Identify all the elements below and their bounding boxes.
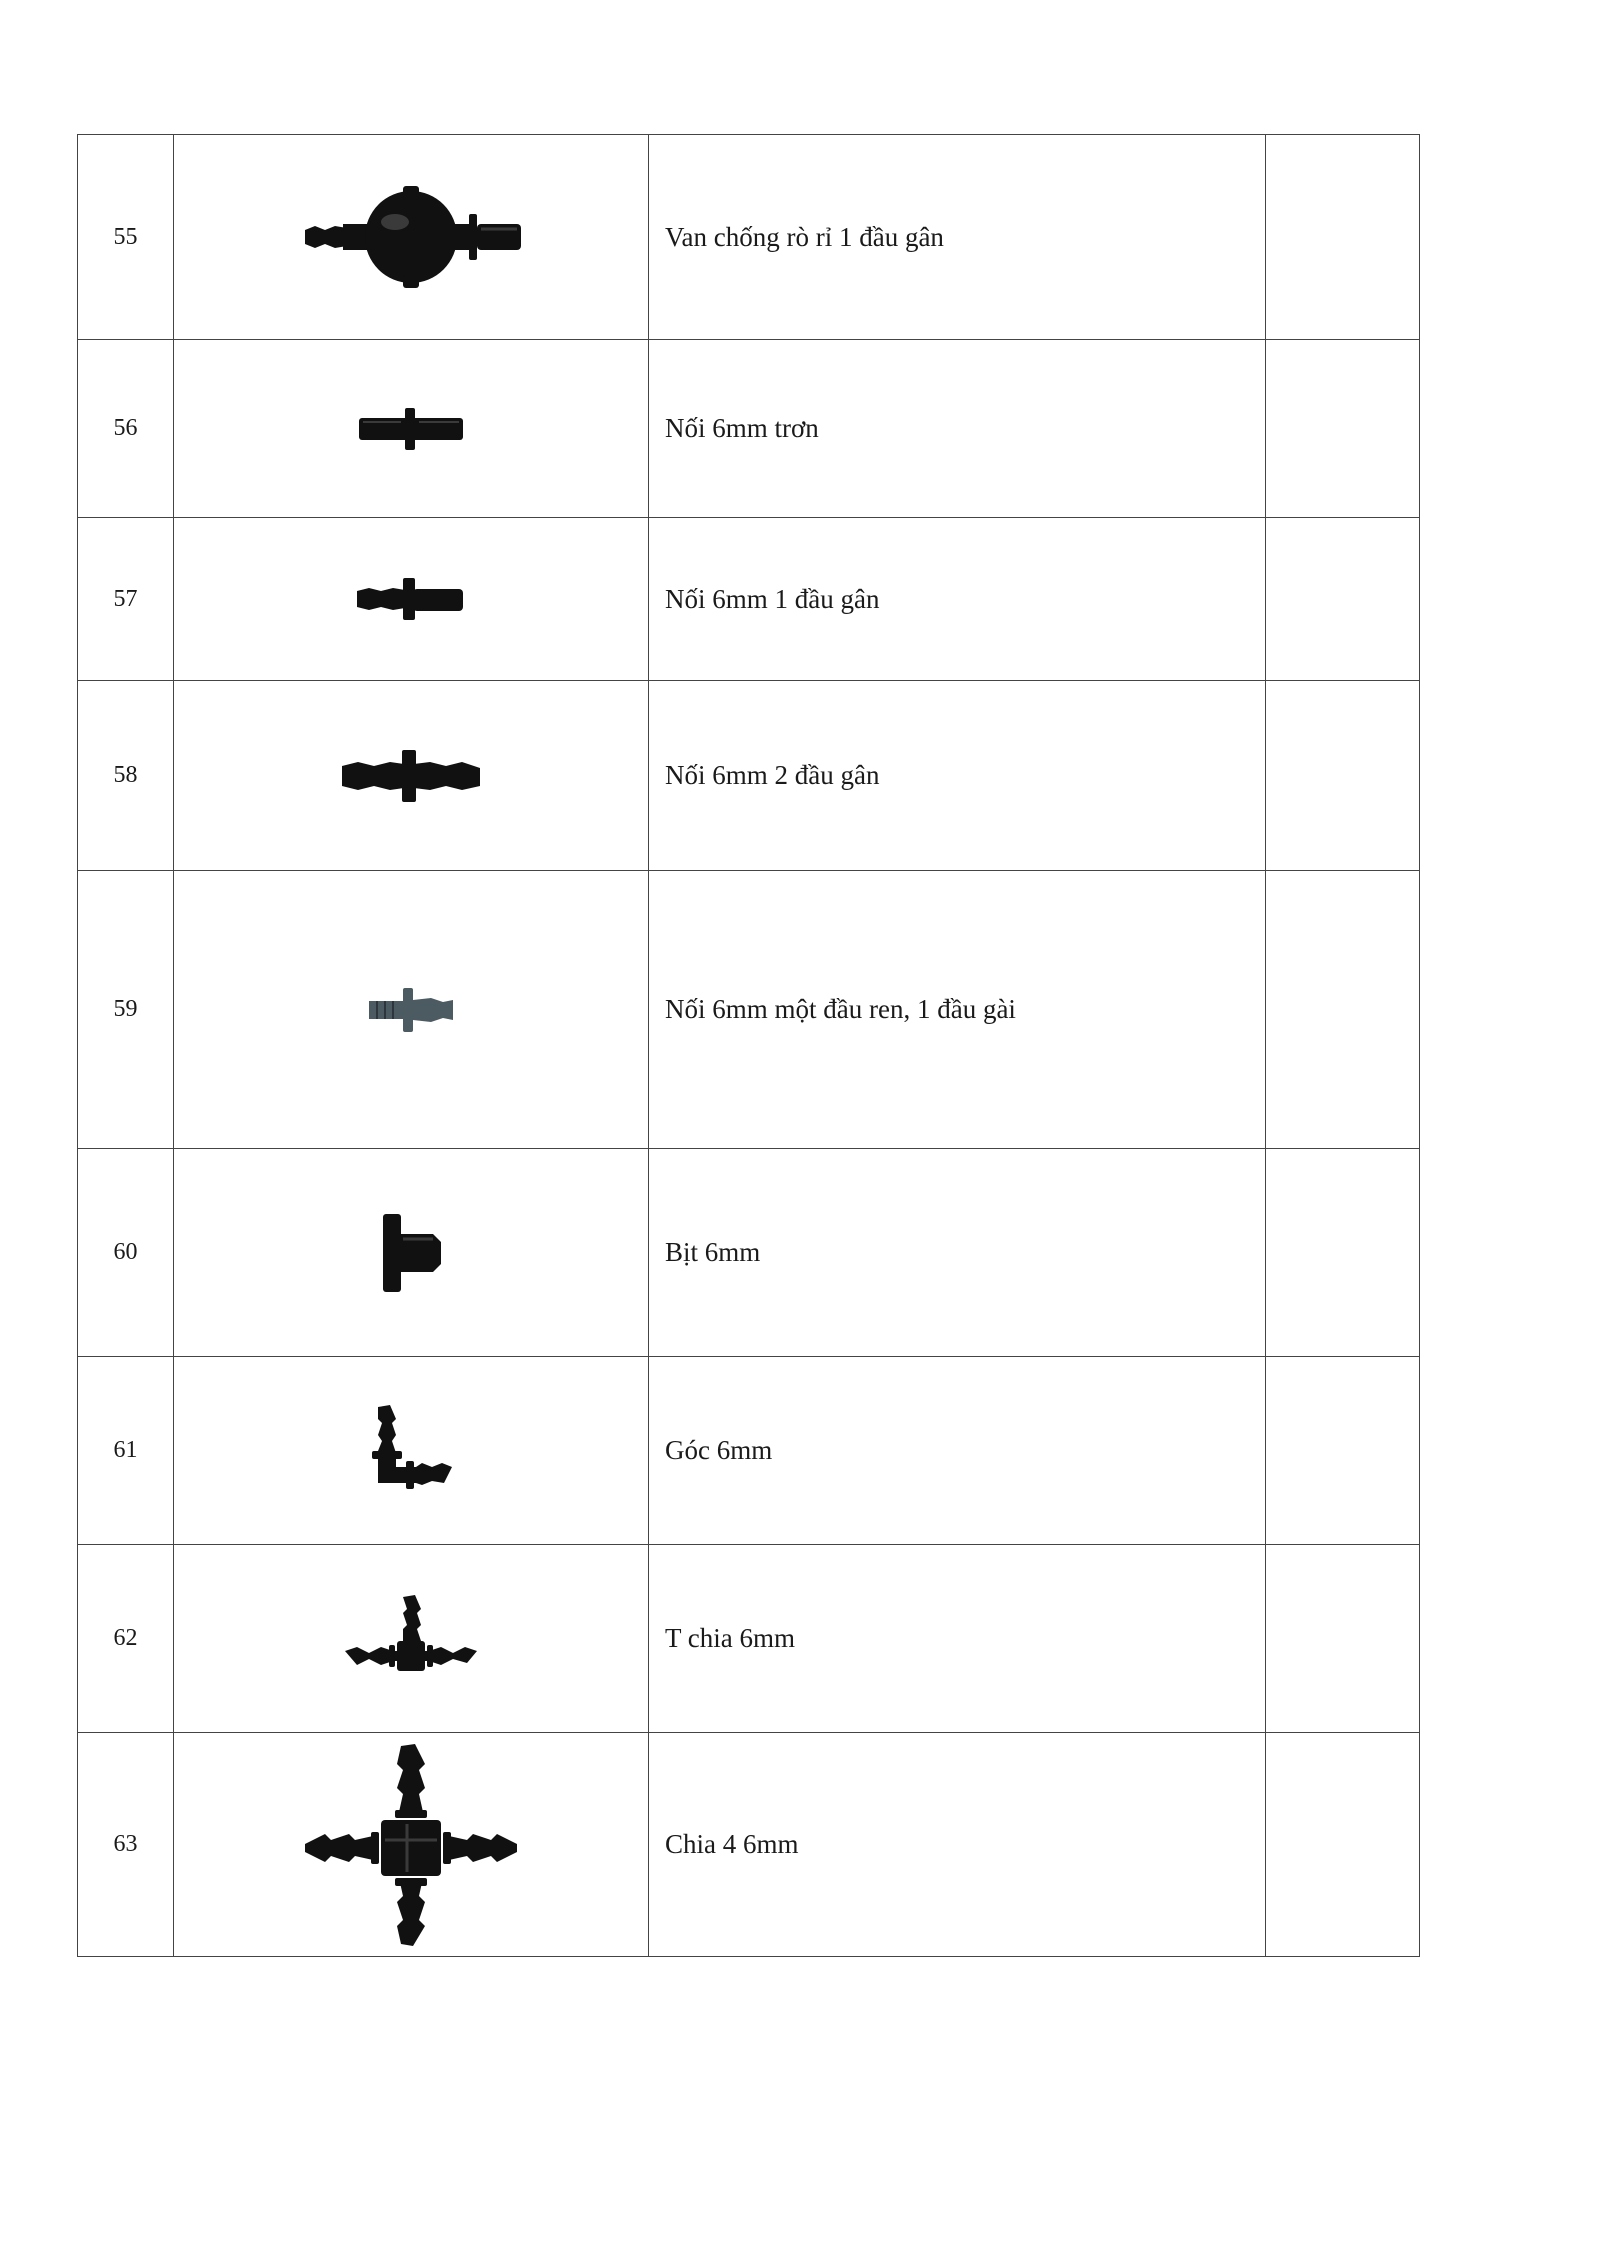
empty-cell: [1266, 681, 1420, 871]
item-description: Van chống rò rỉ 1 đầu gân: [649, 135, 1266, 340]
empty-cell: [1266, 1545, 1420, 1733]
parts-table: [77, 134, 1420, 1957]
item-image-cell: [174, 340, 649, 518]
item-image-cell: [174, 1545, 649, 1733]
item-number: 62: [78, 1545, 174, 1733]
item-description: Bịt 6mm: [649, 1149, 1266, 1357]
cross-connector-icon: [301, 1740, 521, 1950]
tee-connector-icon: [341, 1589, 481, 1689]
leak-proof-valve-icon: [291, 182, 531, 292]
item-description: Nối 6mm trơn: [649, 340, 1266, 518]
table-row: [78, 1149, 1420, 1357]
two-barb-connector-icon: [336, 746, 486, 806]
threaded-barb-connector-icon: [361, 980, 461, 1040]
item-description: Góc 6mm: [649, 1357, 1266, 1545]
item-image-cell: [174, 518, 649, 681]
item-image-cell: [174, 1357, 649, 1545]
item-description: Nối 6mm 2 đầu gân: [649, 681, 1266, 871]
item-image-cell: [174, 871, 649, 1149]
empty-cell: [1266, 871, 1420, 1149]
empty-cell: [1266, 518, 1420, 681]
empty-cell: [1266, 1733, 1420, 1957]
table-row: [78, 1733, 1420, 1957]
item-description: T chia 6mm: [649, 1545, 1266, 1733]
item-number: 60: [78, 1149, 174, 1357]
item-number: 63: [78, 1733, 174, 1957]
item-number: 56: [78, 340, 174, 518]
item-description: Nối 6mm 1 đầu gân: [649, 518, 1266, 681]
table-row: [78, 1545, 1420, 1733]
item-number: 57: [78, 518, 174, 681]
item-number: 61: [78, 1357, 174, 1545]
item-number: 55: [78, 135, 174, 340]
empty-cell: [1266, 1357, 1420, 1545]
table-row: [78, 340, 1420, 518]
item-number: 59: [78, 871, 174, 1149]
item-image-cell: [174, 1733, 649, 1957]
table-row: [78, 871, 1420, 1149]
item-image-cell: [174, 681, 649, 871]
item-number: 58: [78, 681, 174, 871]
empty-cell: [1266, 135, 1420, 340]
table-row: [78, 135, 1420, 340]
elbow-connector-icon: [356, 1401, 466, 1501]
table-row: [78, 518, 1420, 681]
item-description: Chia 4 6mm: [649, 1733, 1266, 1957]
one-barb-connector-icon: [351, 574, 471, 624]
straight-connector-icon: [351, 404, 471, 454]
item-image-cell: [174, 1149, 649, 1357]
empty-cell: [1266, 340, 1420, 518]
table-row: [78, 681, 1420, 871]
table-row: [78, 1357, 1420, 1545]
item-image-cell: [174, 135, 649, 340]
empty-cell: [1266, 1149, 1420, 1357]
end-plug-icon: [361, 1208, 461, 1298]
item-description: Nối 6mm một đầu ren, 1 đầu gài: [649, 871, 1266, 1149]
